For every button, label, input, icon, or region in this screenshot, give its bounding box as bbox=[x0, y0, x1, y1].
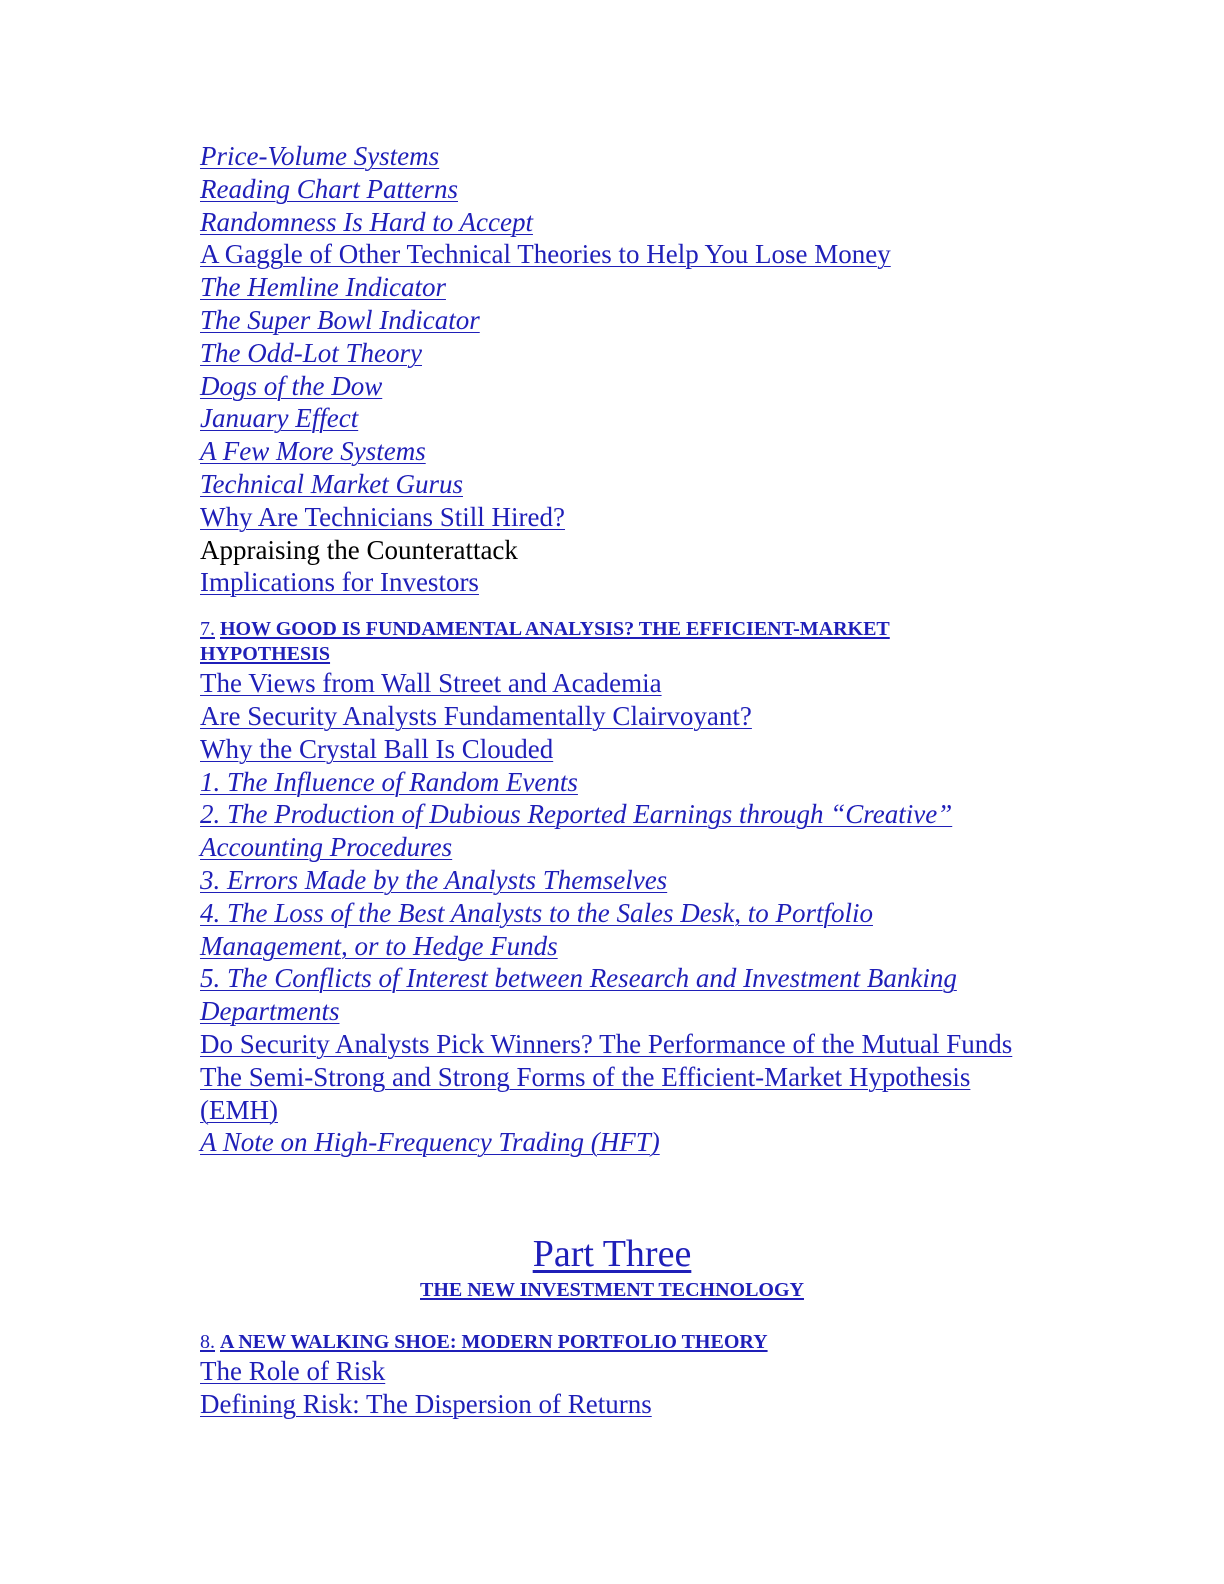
toc-entry[interactable] bbox=[200, 271, 1100, 304]
toc-link[interactable]: The Views from Wall Street and Academia bbox=[200, 668, 662, 699]
toc-entry[interactable] bbox=[200, 238, 1100, 271]
toc-link[interactable]: Randomness Is Hard to Accept bbox=[200, 206, 533, 237]
toc-link[interactable]: The Semi-Strong and Strong Forms of the Efficient-Market Hypothesis (EMH) bbox=[200, 1061, 971, 1125]
toc-entry[interactable] bbox=[200, 337, 1100, 370]
toc-entry[interactable] bbox=[200, 1126, 1100, 1159]
toc-link[interactable]: Dogs of the Dow bbox=[200, 370, 383, 401]
toc-section-chapter8 bbox=[200, 1330, 1100, 1421]
toc-entry[interactable] bbox=[200, 468, 1100, 501]
toc-link[interactable]: The Odd-Lot Theory bbox=[200, 337, 422, 368]
toc-entry[interactable] bbox=[200, 370, 1100, 403]
chapter-number[interactable]: 8. bbox=[200, 1331, 215, 1353]
toc-entry[interactable] bbox=[200, 140, 1100, 173]
part-title-link[interactable]: Part Three bbox=[532, 1233, 692, 1275]
toc-link[interactable]: The Role of Risk bbox=[200, 1356, 386, 1386]
chapter-title[interactable]: A NEW WALKING SHOE: MODERN PORTFOLIO THEORY bbox=[220, 1331, 768, 1353]
toc-link[interactable]: 2. The Production of Dubious Reported Earnings through “Creative” Accounting Procedures bbox=[200, 799, 953, 863]
toc-link[interactable]: Do Security Analysts Pick Winners? The Performance of the Mutual Funds bbox=[200, 1028, 1013, 1059]
toc-link[interactable]: Defining Risk: The Dispersion of Returns bbox=[200, 1388, 652, 1419]
toc-entry[interactable] bbox=[200, 1028, 1100, 1061]
toc-link[interactable]: 1. The Influence of Random Events bbox=[200, 766, 578, 797]
toc-entry[interactable] bbox=[200, 700, 1100, 733]
toc-link[interactable]: A Gaggle of Other Technical Theories to Help You Lose Money bbox=[200, 239, 891, 270]
toc-entry[interactable] bbox=[200, 1388, 1100, 1421]
toc-link[interactable]: The Hemline Indicator bbox=[200, 272, 446, 303]
toc-entry-plain: Appraising the Counterattack bbox=[200, 534, 518, 565]
toc-entry[interactable] bbox=[200, 962, 1030, 1028]
toc-link[interactable]: 4. The Loss of the Best Analysts to the Sales Desk, to Portfolio Management, or to Hedge Funds bbox=[200, 897, 873, 961]
toc-link[interactable]: Why the Crystal Ball Is Clouded bbox=[200, 733, 554, 764]
toc-link[interactable]: The Super Bowl Indicator bbox=[200, 304, 480, 335]
part-subtitle-link[interactable]: THE NEW INVESTMENT TECHNOLOGY bbox=[420, 1279, 804, 1301]
toc-entry[interactable] bbox=[200, 304, 1100, 337]
chapter-heading-7[interactable] bbox=[200, 617, 1020, 667]
toc-link[interactable]: Implications for Investors bbox=[200, 567, 479, 598]
toc-link[interactable]: Reading Chart Patterns bbox=[200, 173, 458, 204]
toc-entry[interactable] bbox=[200, 206, 1100, 239]
toc-entry[interactable] bbox=[200, 1061, 1040, 1127]
toc-entry[interactable] bbox=[200, 173, 1100, 206]
toc-entry[interactable] bbox=[200, 435, 1100, 468]
toc-link[interactable]: 3. Errors Made by the Analysts Themselves bbox=[200, 864, 668, 895]
toc-link[interactable]: Price-Volume Systems bbox=[200, 141, 440, 171]
chapter-heading-8[interactable] bbox=[200, 1330, 1020, 1355]
chapter-title[interactable]: HOW GOOD IS FUNDAMENTAL ANALYSIS? THE EFFICIENT-MARKET HYPOTHESIS bbox=[200, 618, 890, 666]
toc-entry[interactable] bbox=[200, 402, 1100, 435]
toc-link[interactable]: A Few More Systems bbox=[200, 436, 426, 467]
toc-link[interactable]: January Effect bbox=[200, 403, 359, 434]
toc-entry[interactable] bbox=[200, 566, 1100, 599]
toc-entry[interactable] bbox=[200, 501, 1100, 534]
toc-link[interactable]: A Note on High-Frequency Trading (HFT) bbox=[200, 1127, 660, 1158]
chapter-number[interactable]: 7. bbox=[200, 618, 215, 641]
toc-section-chapter6-7 bbox=[200, 140, 1100, 1159]
part-subtitle[interactable] bbox=[0, 1278, 1224, 1302]
toc-entry[interactable] bbox=[200, 798, 1020, 864]
part-title[interactable] bbox=[0, 1232, 1224, 1276]
toc-link[interactable]: Are Security Analysts Fundamentally Clairvoyant? bbox=[200, 700, 752, 731]
toc-entry[interactable] bbox=[200, 766, 1100, 799]
toc-link[interactable]: Technical Market Gurus bbox=[200, 468, 463, 499]
toc-entry[interactable] bbox=[200, 864, 1100, 897]
toc-link[interactable]: Why Are Technicians Still Hired? bbox=[200, 501, 566, 532]
toc-entry[interactable] bbox=[200, 1355, 1100, 1388]
toc-entry[interactable] bbox=[200, 733, 1100, 766]
toc-entry[interactable] bbox=[200, 667, 1100, 700]
toc-link[interactable]: 5. The Conflicts of Interest between Research and Investment Banking Departments bbox=[200, 963, 957, 1027]
toc-entry[interactable] bbox=[200, 897, 940, 963]
